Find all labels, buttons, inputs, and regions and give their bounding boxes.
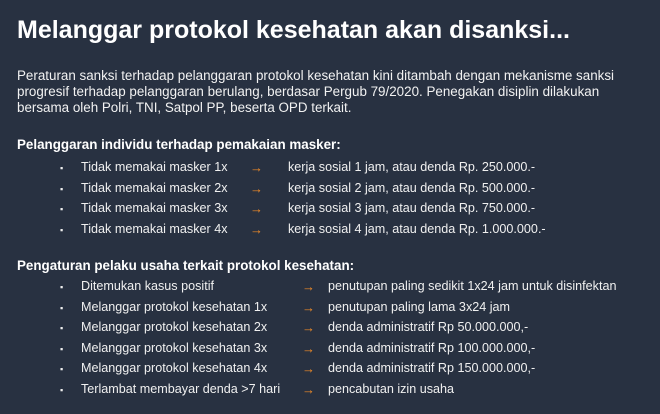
page-title: Melanggar protokol kesehatan akan disanksi...	[17, 16, 570, 44]
arrow-right-icon: →	[250, 180, 263, 196]
violation-text: Melanggar protokol kesehatan 2x	[81, 320, 268, 334]
list-item	[0, 382, 660, 403]
violation-text: Melanggar protokol kesehatan 1x	[81, 299, 268, 314]
arrow-right-icon: →	[250, 160, 263, 175]
sanction-text: denda administratif Rp 50.000.000,-	[328, 320, 529, 334]
sanction-text: denda administratif Rp 150.000.000,-	[328, 361, 536, 375]
sanction-text: penutupan paling lama 3x24 jam	[328, 299, 511, 314]
list-item	[0, 341, 660, 362]
section-business-heading: Pengaturan pelaku usaha terkait protokol kesehatan:	[17, 258, 355, 273]
bullet-icon: ▪	[60, 163, 64, 173]
violation-text: Melanggar protokol kesehatan 4x	[81, 361, 268, 375]
bullet-icon: ▪	[60, 204, 64, 214]
list-item	[0, 160, 660, 181]
arrow-right-icon: →	[250, 201, 263, 216]
business-sanctions-list	[0, 279, 660, 402]
violation-text: Tidak memakai masker 1x	[81, 160, 228, 174]
arrow-right-icon: →	[302, 279, 315, 294]
violation-text: Terlambat membayar denda >7 hari	[81, 381, 281, 396]
list-item	[0, 279, 660, 300]
sanction-text: penutupan paling sedikit 1x24 jam untuk disinfektan	[328, 279, 617, 293]
intro-paragraph: Peraturan sanksi terhadap pelanggaran protokol kesehatan kini ditambah dengan mekanisme sanksi progresif terhadap pelanggaran berulang, berdasar Pergub 79/2020. Penegakan disiplin dilakukan bersama oleh Polri, TNI, Satpol PP, beserta OPD terkait.	[17, 68, 615, 115]
arrow-right-icon: →	[302, 320, 315, 335]
list-item	[0, 181, 660, 202]
list-item	[0, 361, 660, 382]
sanction-text: kerja sosial 2 jam, atau denda Rp. 500.000.-	[288, 180, 536, 195]
violation-text: Melanggar protokol kesehatan 3x	[81, 340, 268, 355]
violation-text: Tidak memakai masker 4x	[81, 221, 228, 236]
arrow-right-icon: →	[302, 361, 315, 376]
violation-text: Tidak memakai masker 3x	[81, 201, 228, 215]
violation-text: Tidak memakai masker 2x	[81, 180, 228, 195]
section-individual-heading: Pelanggaran individu terhadap pemakaian masker:	[17, 137, 341, 152]
arrow-right-icon: →	[302, 340, 315, 356]
bullet-icon: ▪	[60, 302, 64, 313]
bullet-icon: ▪	[60, 323, 64, 333]
list-item	[0, 222, 660, 243]
list-item	[0, 201, 660, 222]
sanction-text: kerja sosial 4 jam, atau denda Rp. 1.000.000.-	[288, 221, 546, 236]
violation-text: Ditemukan kasus positif	[81, 279, 214, 293]
bullet-icon: ▪	[60, 384, 64, 395]
sanction-text: denda administratif Rp 100.000.000,-	[328, 340, 536, 355]
sanction-text: pencabutan izin usaha	[328, 381, 455, 396]
list-item	[0, 300, 660, 321]
arrow-right-icon: →	[302, 299, 315, 315]
bullet-icon: ▪	[60, 224, 64, 235]
arrow-right-icon: →	[250, 221, 263, 237]
bullet-icon: ▪	[60, 183, 64, 194]
sanction-text: kerja sosial 1 jam, atau denda Rp. 250.000.-	[288, 160, 536, 174]
bullet-icon: ▪	[60, 343, 64, 354]
individual-sanctions-list	[0, 160, 660, 242]
list-item	[0, 320, 660, 341]
sanction-text: kerja sosial 3 jam, atau denda Rp. 750.000.-	[288, 201, 536, 215]
bullet-icon: ▪	[60, 282, 64, 292]
arrow-right-icon: →	[302, 381, 315, 397]
bullet-icon: ▪	[60, 364, 64, 374]
